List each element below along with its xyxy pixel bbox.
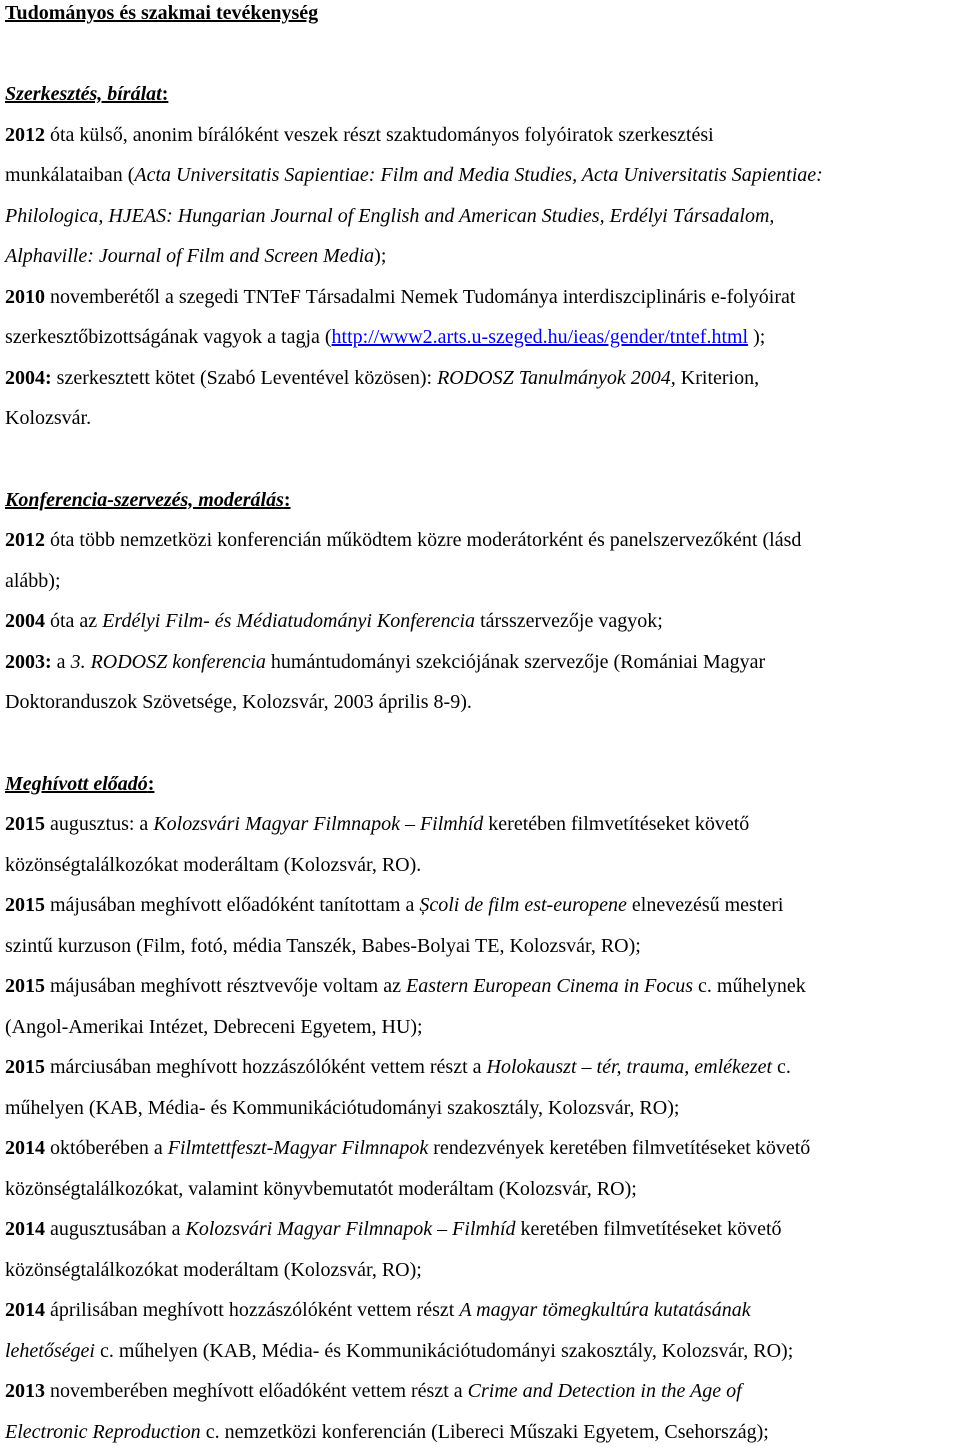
spacer [5,723,956,764]
text-span: elnevezésű mesteri [627,894,784,916]
text-line [5,1128,956,1169]
section-heading [5,764,956,805]
text-span: munkálataiban ( [5,164,134,186]
text-span: augusztusában a [45,1218,186,1240]
text-line [5,966,956,1007]
year-label: 2012 [5,124,45,146]
text-span: óta külső, anonim bírálóként veszek részt szaktudományos folyóiratok szerkesztési [45,124,714,146]
year-label: 2015 [5,813,45,835]
text-line [5,358,956,399]
year-label: 2004: [5,367,52,389]
text-line [5,236,956,277]
text-span: májusában meghívott résztvevője voltam az [45,975,406,997]
italic-title: Filmtettfeszt-Magyar Filmnapok [168,1137,429,1159]
year-label: 2012 [5,529,45,551]
text-line [5,1250,956,1291]
italic-title: lehetőségei [5,1340,95,1362]
text-line [5,682,956,723]
italic-title: Școli de film est-europene [419,894,627,916]
text-line [5,277,956,318]
text-span: augusztus: a [45,813,153,835]
text-span: közönségtalálkozókat, valamint könyvbemutatót moderáltam (Kolozsvár, RO); [5,1178,637,1200]
document-body [5,74,956,1452]
text-line [5,1047,956,1088]
text-span: c. műhelyen (KAB, Média- és Kommunikációtudományi szakosztály, Kolozsvár, RO); [95,1340,793,1362]
italic-title: Kolozsvári Magyar Filmnapok – Filmhíd [186,1218,516,1240]
text-span: közönségtalálkozókat moderáltam (Kolozsvár, RO). [5,854,421,876]
section-heading [5,74,956,115]
section-heading-colon: : [148,773,155,795]
text-span: humántudományi szekciójának szervezője (Romániai Magyar [266,651,765,673]
text-span: óta az [45,610,102,632]
italic-title: Alphaville: Journal of Film and Screen Media [5,245,374,267]
journal-link[interactable]: http://www2.arts.u-szeged.hu/ieas/gender/tntef.html [332,326,749,348]
text-line [5,1169,956,1210]
text-span: Doktoranduszok Szövetsége, Kolozsvár, 2003 április 8-9). [5,691,472,713]
year-label: 2015 [5,975,45,997]
text-line [5,601,956,642]
text-line [5,520,956,561]
year-label: 2014 [5,1299,45,1321]
text-line [5,845,956,886]
italic-title: 3. RODOSZ konferencia [71,651,266,673]
text-span: óta több nemzetközi konferencián működtem közre moderátorként és panelszervezőként (lásd [45,529,801,551]
text-line [5,1209,956,1250]
text-span: keretében filmvetítéseket követő [483,813,749,835]
text-line [5,1290,956,1331]
text-span: szerkesztőbizottságának vagyok a tagja ( [5,326,332,348]
text-span: c. műhelynek [693,975,806,997]
year-label: 2015 [5,1056,45,1078]
text-line [5,885,956,926]
text-span: c. [772,1056,791,1078]
year-label: 2014 [5,1137,45,1159]
text-line [5,804,956,845]
text-line [5,926,956,967]
text-line [5,196,956,237]
text-line [5,1088,956,1129]
italic-title: RODOSZ Tanulmányok 2004, [437,367,676,389]
year-label: 2003: [5,651,52,673]
section [5,480,956,723]
text-line [5,1371,956,1412]
text-line [5,1007,956,1048]
text-span: májusában meghívott előadóként tanítottam a [45,894,419,916]
section [5,764,956,1452]
spacer [5,27,956,74]
year-label: 2004 [5,610,45,632]
text-line [5,561,956,602]
italic-title: Kolozsvári Magyar Filmnapok – Filmhíd [153,813,483,835]
text-span: a [52,651,71,673]
section-heading-colon: : [284,489,291,511]
section-heading-text: Konferencia-szervezés, moderálás [5,489,284,511]
section [5,74,956,439]
text-span: rendezvények keretében filmvetítéseket követő [428,1137,810,1159]
text-span: c. nemzetközi konferencián (Libereci Műszaki Egyetem, Csehország); [201,1421,769,1443]
year-label: 2013 [5,1380,45,1402]
italic-title: Holokauszt – tér, trauma, emlékezet [487,1056,773,1078]
italic-title: Acta Universitatis Sapientiae: Film and Media Studies, Acta Universitatis Sapientiae: [134,164,822,186]
italic-title: Erdélyi Film- és Médiatudományi Konferencia [102,610,475,632]
text-span: Kolozsvár. [5,407,91,429]
text-span: szintű kurzuson (Film, fotó, média Tanszék, Babes-Bolyai TE, Kolozsvár, RO); [5,935,641,957]
text-line [5,115,956,156]
text-span: alább); [5,570,61,592]
spacer [5,439,956,480]
text-span: novemberében meghívott előadóként vettem részt a [45,1380,468,1402]
text-line [5,317,956,358]
text-span: társszervezője vagyok; [475,610,663,632]
text-span: novemberétől a szegedi TNTeF Társadalmi Nemek Tudománya interdiszciplináris e-folyóirat [45,286,795,308]
text-line [5,1331,956,1372]
text-span: októberében a [45,1137,168,1159]
year-label: 2010 [5,286,45,308]
text-span: áprilisában meghívott hozzászólóként vettem részt [45,1299,459,1321]
italic-title: Electronic Reproduction [5,1421,201,1443]
text-line [5,155,956,196]
text-span: szerkesztett kötet (Szabó Leventével közösen): [52,367,437,389]
text-line [5,1412,956,1452]
section-heading-text: Meghívott előadó [5,773,148,795]
text-span: ); [374,245,386,267]
section-heading-text: Szerkesztés, bírálat [5,83,162,105]
year-label: 2014 [5,1218,45,1240]
italic-title: Eastern European Cinema in Focus [406,975,693,997]
text-span: műhelyen (KAB, Média- és Kommunikációtudományi szakosztály, Kolozsvár, RO); [5,1097,679,1119]
text-span: Kriterion, [676,367,759,389]
year-label: 2015 [5,894,45,916]
text-span: (Angol-Amerikai Intézet, Debreceni Egyetem, HU); [5,1016,423,1038]
section-heading [5,480,956,521]
italic-title: A magyar tömegkultúra kutatásának [459,1299,750,1321]
page-title: Tudományos és szakmai tevékenység [5,0,956,27]
section-heading-colon: : [162,83,169,105]
text-line [5,642,956,683]
italic-title: Philologica, HJEAS: Hungarian Journal of English and American Studies, Erdélyi Társadalom, [5,205,774,227]
text-line [5,398,956,439]
text-span: márciusában meghívott hozzászólóként vettem részt a [45,1056,487,1078]
text-span: ); [748,326,765,348]
text-span: keretében filmvetítéseket követő [516,1218,782,1240]
italic-title: Crime and Detection in the Age of [468,1380,742,1402]
text-span: közönségtalálkozókat moderáltam (Kolozsvár, RO); [5,1259,422,1281]
